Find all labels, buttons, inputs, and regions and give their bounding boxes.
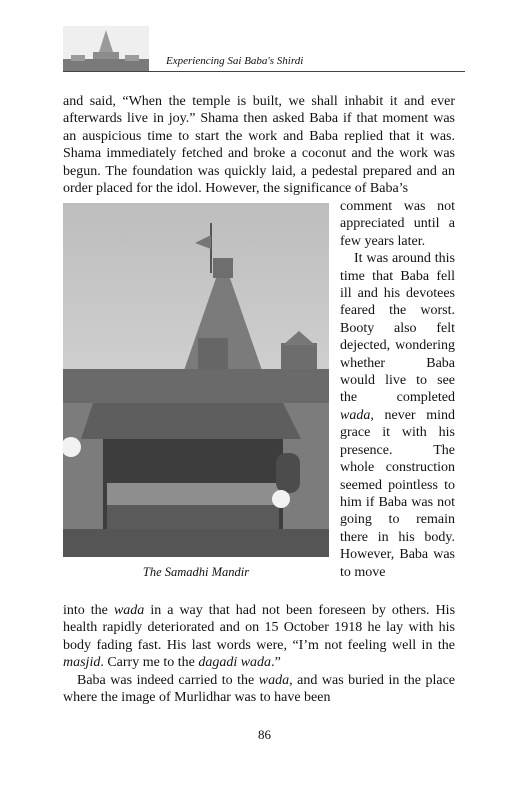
- header-rule: [63, 71, 465, 72]
- bottom-1-c: . Carry me to the: [100, 655, 195, 671]
- bottom-2-b: , and was buried in the place where the image of Murlidhar was to have been: [63, 672, 455, 706]
- bottom-1-a: into the: [63, 603, 108, 618]
- paragraph-wrap-1: comment was not appreciated until a few years later.: [340, 199, 455, 249]
- bottom-1-em-dagadi-wada: dagadi wada: [198, 655, 272, 671]
- temple-photo-illustration: [63, 203, 329, 557]
- paragraph-bottom-2: [63, 672, 455, 707]
- samadhi-mandir-photo: [63, 203, 329, 557]
- wrap-2-text: It was around this time that Baba fell ill and his devotees feared the worst. Booty also felt dejected, wondering whether Baba would live to see the completed: [340, 251, 455, 406]
- wrap-2-emphasis: wada: [340, 407, 371, 423]
- page-number: 86: [258, 727, 271, 742]
- running-head: Experiencing Sai Baba's Shirdi: [166, 55, 304, 67]
- bottom-1-em-masjid: masjid: [63, 655, 101, 671]
- bottom-1-b: in a way that had not been foreseen by others. His health rapidly deteriorated and on 15 October 1918 he lay with his body fading fast. His last words were, “I’m not feeling well in the: [63, 603, 456, 653]
- wrap-2-rest: , never mind grace it with his presence. The whole construction seemed pointless to him if Baba was not going to remain there in his body. However, Baba was to move: [340, 407, 455, 580]
- bottom-2-a: Baba was indeed carried to the: [77, 672, 255, 688]
- body-top: [63, 93, 455, 197]
- header-temple-image: [63, 26, 149, 72]
- bottom-1-d: .”: [271, 655, 281, 671]
- figure-caption: The Samadhi Mandir: [142, 565, 250, 579]
- bottom-2-em-wada: wada: [258, 672, 290, 688]
- paragraph-top: and said, “When the temple is built, we shall inhabit it and ever afterwards live in joy.” Shama then asked Baba if that moment was an auspicious time to start the work and Baba replied that it was. Shama immediately fetched and broke a coconut and the work was begun. The foundation was quickly laid, a pedestal prepared and an order placed for the idol. However, the significance of Baba’s: [63, 94, 455, 197]
- bottom-1-em-wada: wada: [113, 603, 145, 618]
- paragraph-bottom-1: [63, 602, 455, 672]
- body-bottom: [63, 602, 455, 706]
- paragraph-wrap-2: [340, 250, 455, 581]
- temple-thumbnail: [63, 26, 149, 72]
- body-wrap-column: [340, 198, 455, 581]
